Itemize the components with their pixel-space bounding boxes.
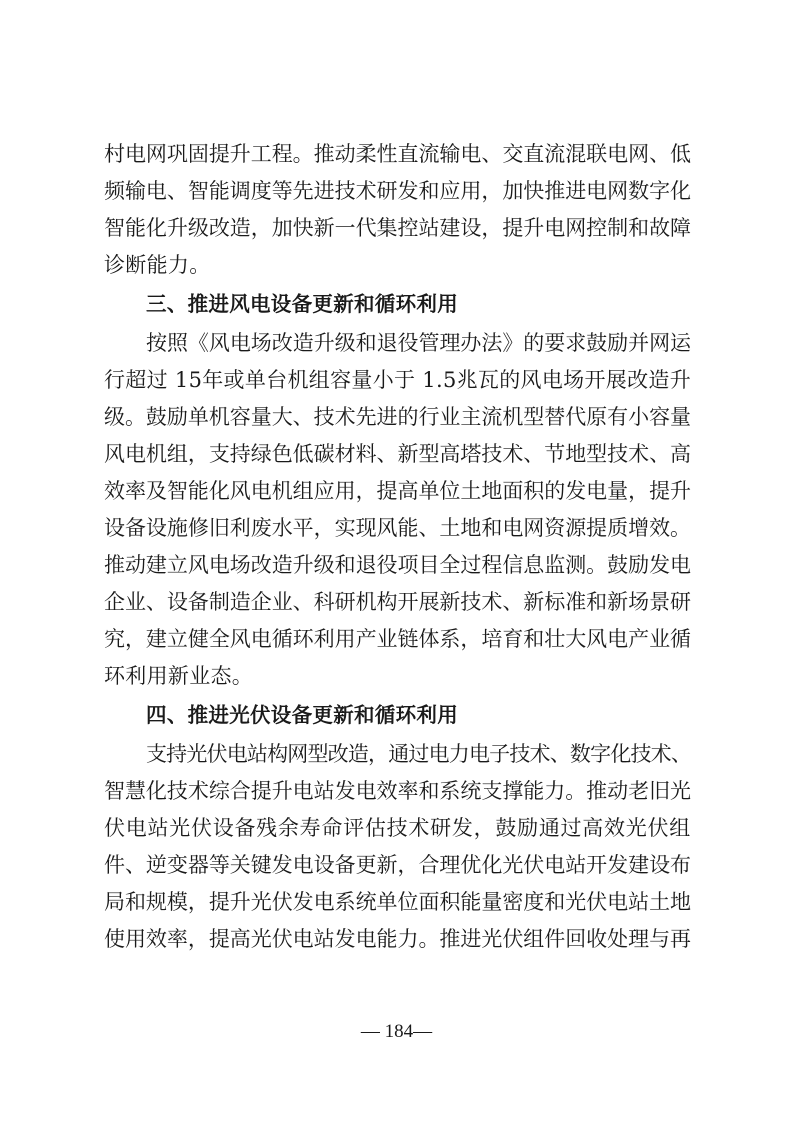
body-line: 级。鼓励单机容量大、技术先进的行业主流机型替代原有小容量 xyxy=(104,405,691,429)
body-line: 件、逆变器等关键发电设备更新，合理优化光伏电站开发建设布 xyxy=(104,853,691,877)
body-line: 局和规模，提升光伏发电系统单位面积能量密度和光伏电站土地 xyxy=(104,890,691,914)
section-heading: 三、推进风电设备更新和循环利用 xyxy=(146,292,458,316)
body-line: 智能化升级改造，加快新一代集控站建设，提升电网控制和故障 xyxy=(104,216,691,240)
body-line: 按照《风电场改造升级和退役管理办法》的要求鼓励并网运 xyxy=(146,331,691,355)
body-line: 推动建立风电场改造升级和退役项目全过程信息监测。鼓励发电 xyxy=(104,553,691,577)
page-number: — 184— xyxy=(360,1021,433,1042)
body-line: 环利用新业态。 xyxy=(104,664,254,688)
body-line: 诊断能力。 xyxy=(104,253,211,277)
body-line: 设备设施修旧利废水平，实现风能、土地和电网资源提质增效。 xyxy=(104,516,691,540)
body-line: 村电网巩固提升工程。推动柔性直流输电、交直流混联电网、低 xyxy=(104,142,691,166)
body-line: 行超过 15年或单台机组容量小于 1.5兆瓦的风电场开展改造升 xyxy=(104,368,691,392)
body-line: 效率及智能化风电机组应用，提高单位土地面积的发电量，提升 xyxy=(104,479,691,503)
body-line: 风电机组，支持绿色低碳材料、新型高塔技术、节地型技术、高 xyxy=(104,442,691,466)
body-line: 伏电站光伏设备残余寿命评估技术研发，鼓励通过高效光伏组 xyxy=(104,816,691,840)
section-heading: 四、推进光伏设备更新和循环利用 xyxy=(146,703,458,727)
body-line: 企业、设备制造企业、科研机构开展新技术、新标准和新场景研 xyxy=(104,590,691,614)
body-line: 智慧化技术综合提升电站发电效率和系统支撑能力。推动老旧光 xyxy=(104,779,691,803)
body-line: 使用效率，提高光伏电站发电能力。推进光伏组件回收处理与再 xyxy=(104,927,691,951)
body-line: 支持光伏电站构网型改造，通过电力电子技术、数字化技术、 xyxy=(146,742,691,766)
body-line: 频输电、智能调度等先进技术研发和应用，加快推进电网数字化 xyxy=(104,179,691,203)
body-line: 究，建立健全风电循环利用产业链体系，培育和壮大风电产业循 xyxy=(104,627,691,651)
